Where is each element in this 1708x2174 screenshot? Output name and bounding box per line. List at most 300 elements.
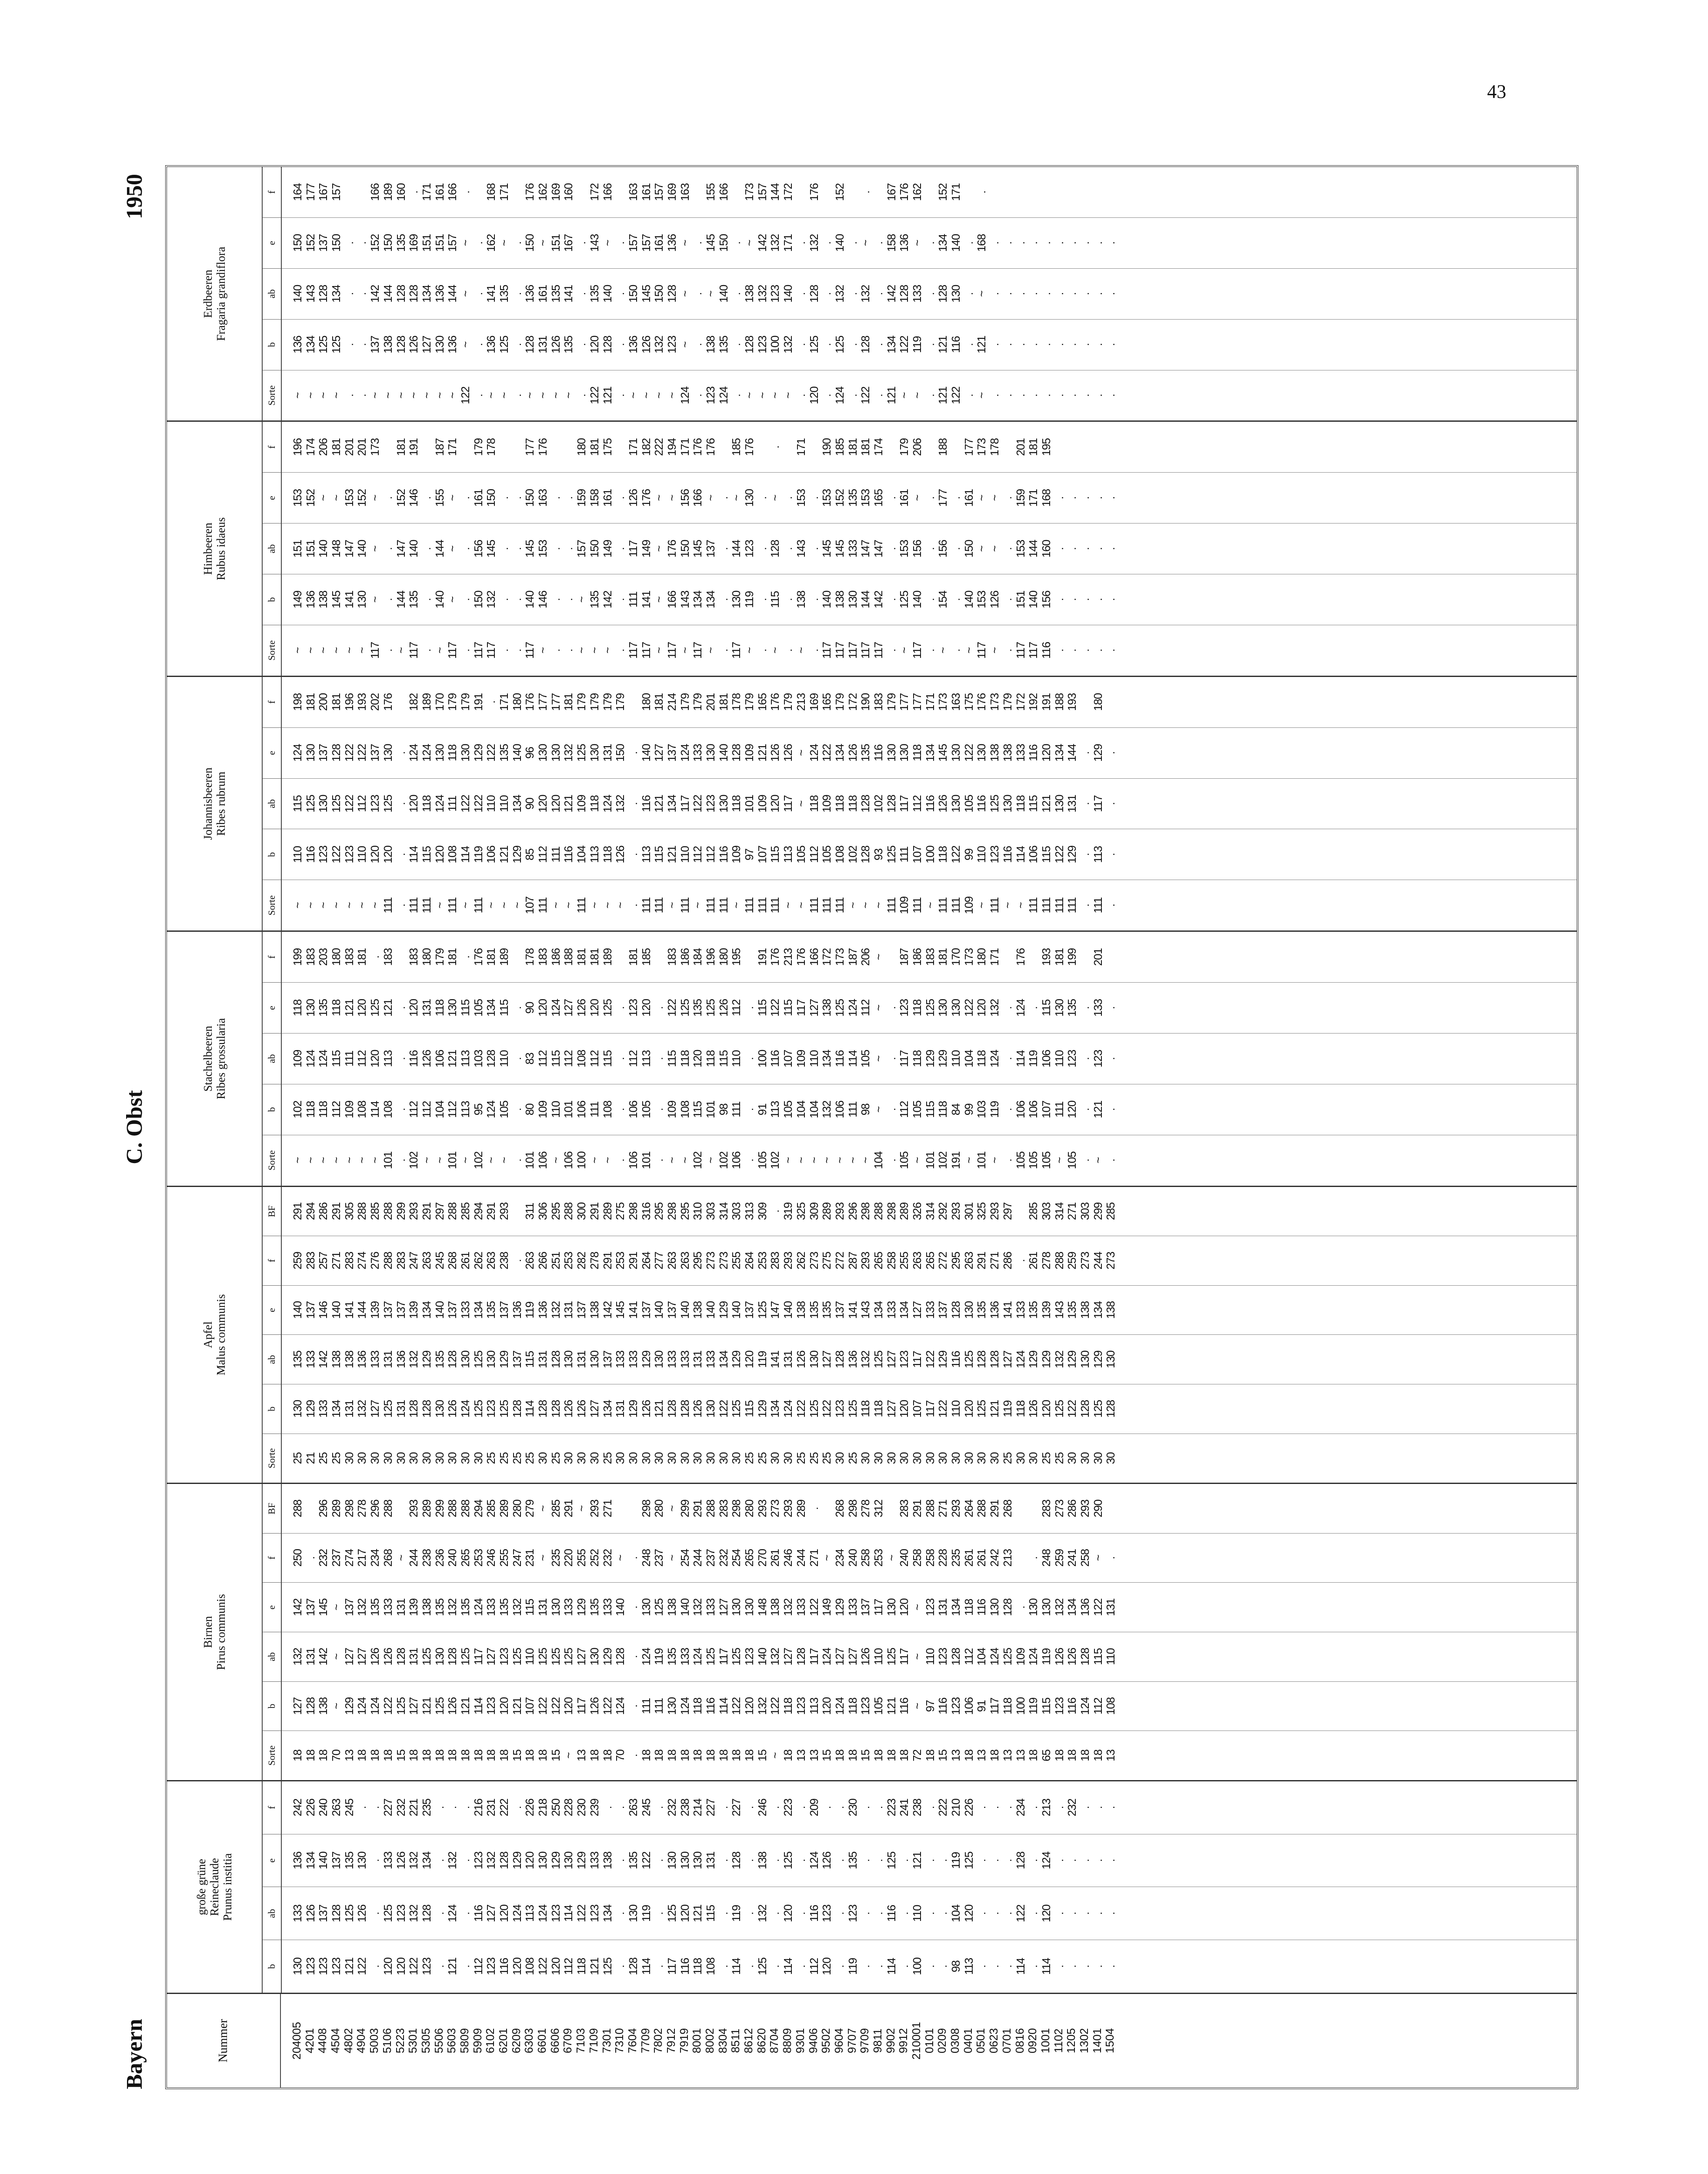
column-header: Sorte <box>263 370 281 421</box>
table-cell: 112 <box>330 1101 343 1118</box>
table-cell: 166 <box>368 183 382 201</box>
table-cell: ~ <box>368 902 382 909</box>
column-header: b <box>263 1681 281 1731</box>
table-cell: 30 <box>704 1452 717 1464</box>
table-cell: 111 <box>381 897 394 914</box>
table-cell: 132 <box>484 590 498 609</box>
table-cell: . <box>614 241 627 244</box>
table-cell: ~ <box>587 1157 601 1164</box>
table-cell: 120 <box>781 1904 795 1922</box>
table-cell: 130 <box>587 1350 601 1368</box>
table-cell: 185 <box>833 438 846 456</box>
table-cell: . <box>859 190 872 194</box>
table-cell: 258 <box>911 1549 924 1567</box>
table-cell: 116 <box>639 795 653 812</box>
table-cell: 125 <box>600 999 614 1017</box>
table-cell: 30 <box>897 1452 911 1464</box>
table-cell: 132 <box>1052 1350 1066 1368</box>
table-cell: . <box>1078 1057 1091 1060</box>
table-cell: 127 <box>884 1350 898 1368</box>
table-cell: 268 <box>1001 1500 1014 1517</box>
table-cell: 123 <box>497 1648 510 1666</box>
table-cell: 137 <box>368 336 382 353</box>
table-cell: 130 <box>433 744 446 762</box>
table-cell: 238 <box>678 1799 691 1817</box>
table-cell: . <box>652 1859 666 1862</box>
table-cell: 105 <box>859 1050 872 1068</box>
column-header: f <box>266 190 277 194</box>
table-cell: 126 <box>626 489 640 507</box>
table-cell: . <box>355 292 369 295</box>
table-cell: . <box>1001 547 1014 550</box>
table-cell: 133 <box>665 1350 678 1368</box>
table-cell: 188 <box>562 948 575 966</box>
table-cell: 128 <box>988 1350 1001 1368</box>
table-cell: 244 <box>794 1549 807 1567</box>
table-cell: 127 <box>807 999 821 1017</box>
table-cell: 252 <box>587 1549 601 1567</box>
table-cell <box>821 1484 834 1533</box>
table-cell: 115 <box>458 999 472 1017</box>
key-cell: 0701 <box>1000 2028 1013 2054</box>
table-cell: . <box>1104 1108 1118 1111</box>
table-cell: 119 <box>1027 1697 1040 1715</box>
table-cell: 124 <box>691 1648 704 1666</box>
table-cell: 30 <box>1065 1452 1079 1464</box>
table-cell: ~ <box>446 495 459 501</box>
table-cell: 176 <box>1014 948 1027 966</box>
table-cell: 297 <box>433 1202 446 1220</box>
table-cell: 112 <box>807 1958 821 1975</box>
table-cell: . <box>433 1859 446 1862</box>
table-cell: 109 <box>291 1050 304 1068</box>
table-cell: 140 <box>911 590 924 609</box>
column-header: b <box>263 1084 281 1135</box>
table-cell: 164 <box>291 183 304 201</box>
table-cell: 117 <box>846 642 859 659</box>
table-cell: 130 <box>975 744 988 762</box>
table-cell: 124 <box>407 744 420 762</box>
key-cell: 8704 <box>767 2028 781 2054</box>
table-cell: 119 <box>755 1351 769 1368</box>
table-cell: 187 <box>897 948 911 966</box>
table-cell: 172 <box>820 948 834 966</box>
key-cell: 4904 <box>354 2028 368 2054</box>
table-cell: 122 <box>1065 1400 1079 1418</box>
table-cell: 232 <box>1065 1799 1079 1817</box>
table-cell: 145 <box>936 744 950 762</box>
table-cell: . <box>1052 649 1066 652</box>
table-cell: 140 <box>678 1301 691 1319</box>
table-cell <box>872 167 885 217</box>
table-cell: 228 <box>562 1799 575 1817</box>
table-cell: 173 <box>368 438 382 456</box>
table-cell: 179 <box>433 948 446 966</box>
table-cell: 117 <box>523 642 537 659</box>
table-cell: 139 <box>407 1598 420 1616</box>
table-cell: 286 <box>1001 1252 1014 1270</box>
table-cell: 247 <box>510 1549 524 1567</box>
table-cell: 263 <box>911 1252 924 1270</box>
table-cell: ~ <box>317 392 330 399</box>
table-cell: 151 <box>433 234 446 252</box>
table-cell: 140 <box>317 1851 330 1870</box>
table-cell: 113 <box>381 1050 394 1067</box>
table-cell: 117 <box>471 642 485 659</box>
table-cell: . <box>1078 1859 1091 1862</box>
table-cell: 18 <box>871 1750 885 1761</box>
table-cell: 101 <box>381 1151 394 1169</box>
table-cell: ~ <box>988 495 1001 501</box>
table-cell: 159 <box>575 489 588 507</box>
key-cell: 9301 <box>793 2028 807 2054</box>
table-cell: 13 <box>949 1750 963 1761</box>
table-cell: ~ <box>975 392 988 399</box>
table-cell: ~ <box>988 1157 1001 1164</box>
table-cell: 276 <box>368 1252 382 1270</box>
table-cell: . <box>871 1912 885 1915</box>
table-cell <box>550 422 563 472</box>
table-cell: 124 <box>807 744 821 762</box>
table-cell: 254 <box>730 1549 743 1567</box>
table-cell: 135 <box>717 336 730 353</box>
table-cell: 117 <box>484 642 498 659</box>
table-cell: 104 <box>807 1100 821 1118</box>
table-cell <box>420 422 434 472</box>
table-cell: 122 <box>587 387 601 404</box>
table-cell: 132 <box>407 1851 420 1870</box>
table-cell: 148 <box>330 540 343 558</box>
table-cell: 134 <box>936 234 950 252</box>
table-cell: 129 <box>717 1301 730 1319</box>
table-cell: 125 <box>665 1904 678 1922</box>
column-header: e <box>263 217 281 268</box>
table-cell: 126 <box>446 1400 459 1418</box>
table-cell: 135 <box>407 590 420 609</box>
table-cell: 128 <box>420 1904 433 1922</box>
table-cell: 125 <box>652 1598 666 1616</box>
key-cell: 5003 <box>367 2028 381 2054</box>
table-cell: . <box>768 1859 782 1862</box>
table-cell: ~ <box>743 647 756 654</box>
table-cell: 133 <box>846 1598 859 1616</box>
table-cell: . <box>626 1556 640 1560</box>
table-cell: 101 <box>743 795 756 813</box>
table-cell: 132 <box>652 336 666 353</box>
table-cell: 141 <box>626 1301 640 1319</box>
table-cell: 240 <box>897 1549 911 1567</box>
table-cell: 18 <box>691 1750 704 1761</box>
table-cell: . <box>884 598 898 601</box>
table-cell: ~ <box>859 902 872 909</box>
table-cell: ~ <box>975 495 988 501</box>
table-cell: 266 <box>536 1252 550 1270</box>
table-cell: 105 <box>1039 1151 1053 1169</box>
table-cell: . <box>1078 497 1091 500</box>
table-cell: 132 <box>755 1697 769 1715</box>
table-cell: 132 <box>291 1648 304 1666</box>
table-cell: 227 <box>381 1799 394 1817</box>
table-cell: 255 <box>497 1549 510 1567</box>
table-cell: 112 <box>562 1958 575 1975</box>
table-cell: ~ <box>342 1157 356 1164</box>
table-cell: 135 <box>587 590 601 609</box>
table-cell: 118 <box>291 999 304 1017</box>
table-cell: 117 <box>1014 642 1027 659</box>
table-cell: 126 <box>820 1851 834 1870</box>
table-cell: 244 <box>1091 1252 1104 1270</box>
table-cell: ~ <box>897 392 911 399</box>
group-body <box>282 1781 1577 1993</box>
table-cell: 115 <box>1039 846 1053 863</box>
table-cell: 130 <box>549 744 562 762</box>
table-cell: 111 <box>446 796 459 812</box>
table-cell: . <box>433 1965 446 1968</box>
table-cell: . <box>691 241 704 244</box>
table-cell: . <box>1001 1159 1014 1162</box>
table-cell: 176 <box>794 948 807 966</box>
table-cell: 115 <box>923 1101 937 1118</box>
table-cell: 131 <box>614 1400 627 1418</box>
table-cell: 30 <box>975 1452 988 1464</box>
table-cell: 293 <box>781 1500 795 1517</box>
table-cell: 137 <box>833 1301 846 1319</box>
table-cell: 151 <box>1014 590 1027 609</box>
group-apfel <box>167 1186 1577 1483</box>
table-cell: 120 <box>536 795 550 813</box>
table-cell: 122 <box>807 1598 821 1616</box>
table-cell: 107 <box>911 1400 924 1418</box>
table-cell: 108 <box>678 1100 691 1118</box>
table-cell: 285 <box>458 1202 472 1220</box>
table-cell: 127 <box>291 1697 304 1715</box>
table-cell: 107 <box>911 846 924 864</box>
table-cell: 123 <box>846 1904 859 1922</box>
table-cell: 18 <box>458 1750 472 1761</box>
table-cell: 273 <box>1078 1252 1091 1270</box>
table-cell: 111 <box>678 897 691 914</box>
table-cell: . <box>1052 497 1066 500</box>
table-cell: 172 <box>1014 693 1027 711</box>
table-cell: . <box>859 1965 872 1968</box>
table-cell: 102 <box>717 1151 730 1169</box>
table-cell: ~ <box>549 392 562 399</box>
table-cell: 283 <box>1039 1500 1053 1517</box>
table-cell: 125 <box>923 999 937 1017</box>
table-cell: . <box>846 394 859 397</box>
table-cell: 102 <box>407 1151 420 1169</box>
key-cell: 8620 <box>754 2028 768 2054</box>
table-cell: 113 <box>458 1101 472 1118</box>
table-cell: 120 <box>962 1904 975 1922</box>
table-cell: . <box>1104 598 1118 601</box>
key-cell: 7604 <box>625 2028 639 2054</box>
table-cell: 130 <box>1001 795 1014 813</box>
table-cell: 183 <box>304 948 317 966</box>
table-cell: 122 <box>575 1904 588 1922</box>
table-cell: 173 <box>975 438 988 456</box>
table-cell: 125 <box>884 846 898 864</box>
group-stachelbeeren <box>167 930 1577 1185</box>
table-cell: . <box>923 394 937 397</box>
table-cell: 130 <box>717 795 730 813</box>
table-cell: . <box>1078 1006 1091 1010</box>
table-cell: 145 <box>820 540 834 558</box>
column-header: ab <box>263 1033 281 1084</box>
table-cell: . <box>510 343 524 346</box>
table-cell: 283 <box>717 1500 730 1517</box>
table-cell: 309 <box>755 1202 769 1220</box>
table-cell: 151 <box>420 234 433 252</box>
table-cell: 112 <box>536 846 550 863</box>
table-cell: 109 <box>342 1100 356 1118</box>
table-cell: 141 <box>342 1301 356 1319</box>
column-header: f <box>266 445 277 449</box>
table-cell: 18 <box>846 1750 859 1761</box>
table-cell: 171 <box>497 183 510 201</box>
table-cell: 147 <box>859 540 872 558</box>
table-cell: 247 <box>407 1252 420 1270</box>
table-cell: 118 <box>846 795 859 812</box>
table-cell: 100 <box>923 846 937 864</box>
table-cell: 115 <box>420 846 433 863</box>
table-cell: 133 <box>911 285 924 303</box>
table-cell: 134 <box>704 590 717 609</box>
table-cell: ~ <box>704 290 717 297</box>
table-cell: 128 <box>420 1400 433 1418</box>
table-cell: 129 <box>626 1400 640 1418</box>
table-cell: 127 <box>717 1598 730 1616</box>
table-cell: 314 <box>1052 1202 1066 1220</box>
table-cell: 115 <box>549 1050 562 1067</box>
table-cell: 135 <box>497 1598 510 1616</box>
table-cell: 122 <box>639 1851 653 1870</box>
table-cell: ~ <box>652 647 666 654</box>
table-cell: ~ <box>871 1004 885 1011</box>
table-cell: 30 <box>446 1452 459 1464</box>
table-cell: 135 <box>342 1851 356 1870</box>
table-cell: . <box>381 547 394 550</box>
table-cell: . <box>368 1965 382 1968</box>
table-cell: . <box>820 343 834 346</box>
table-cell: . <box>510 1006 524 1010</box>
table-cell: . <box>949 598 963 601</box>
table-cell: 319 <box>781 1202 795 1220</box>
table-cell: . <box>820 394 834 397</box>
table-cell: 116 <box>897 1697 911 1715</box>
table-cell: 135 <box>433 1350 446 1368</box>
table-cell: 105 <box>471 999 485 1017</box>
table-cell: 171 <box>446 438 459 456</box>
table-cell: 122 <box>407 1957 420 1975</box>
key-cell: 7709 <box>638 2028 652 2054</box>
table-cell: 179 <box>678 693 691 711</box>
table-cell: 125 <box>497 1400 510 1418</box>
column-header: e <box>263 1582 281 1632</box>
table-cell: 135 <box>587 1598 601 1616</box>
table-cell: . <box>1052 1912 1066 1915</box>
table-cell: 138 <box>833 590 846 609</box>
table-cell: . <box>807 649 821 652</box>
table-cell: 126 <box>1065 1648 1079 1666</box>
table-cell: . <box>755 497 769 500</box>
table-cell: 120 <box>1039 744 1053 762</box>
table-cell: 135 <box>975 1301 988 1319</box>
table-cell: 289 <box>330 1500 343 1517</box>
table-cell: . <box>562 547 575 550</box>
table-cell: 118 <box>807 795 821 812</box>
table-cell: ~ <box>523 392 537 399</box>
column-header: f <box>266 700 277 704</box>
table-cell: 117 <box>575 1697 588 1715</box>
table-cell: 30 <box>1091 1452 1104 1464</box>
table-cell: . <box>1078 1965 1091 1968</box>
table-cell: ~ <box>781 392 795 399</box>
table-cell: 306 <box>536 1202 550 1220</box>
table-cell: 153 <box>820 489 834 507</box>
table-cell: 111 <box>1052 1101 1066 1118</box>
table-cell: 180 <box>510 693 524 711</box>
table-cell: . <box>614 343 627 346</box>
table-cell: 25 <box>330 1452 343 1464</box>
group-body <box>282 1484 1577 1780</box>
column-header: b <box>263 574 281 625</box>
table-cell: . <box>871 394 885 397</box>
table-cell: . <box>394 802 407 805</box>
table-cell: 132 <box>833 285 846 303</box>
table-cell: ~ <box>317 495 330 501</box>
column-header: BF <box>266 1205 277 1217</box>
table-cell <box>730 167 743 217</box>
table-cell: . <box>949 547 963 550</box>
table-cell: 123 <box>897 999 911 1017</box>
table-cell: 258 <box>923 1549 937 1567</box>
table-cell: 30 <box>587 1452 601 1464</box>
table-cell: 111 <box>846 1101 859 1118</box>
table-cell: 120 <box>768 795 782 813</box>
table-cell: 125 <box>755 1957 769 1975</box>
table-cell: 291 <box>600 1252 614 1270</box>
table-cell: 172 <box>587 183 601 201</box>
table-cell: 173 <box>988 693 1001 711</box>
table-cell: 138 <box>1104 1301 1118 1319</box>
table-cell: 125 <box>807 336 821 353</box>
table-cell: . <box>1065 1912 1079 1915</box>
table-cell: 259 <box>1065 1252 1079 1270</box>
table-cell: 118 <box>691 1697 704 1715</box>
table-cell: 120 <box>368 846 382 864</box>
table-cell: 18 <box>639 1750 653 1761</box>
table-cell: 105 <box>820 846 834 864</box>
table-cell: ~ <box>846 902 859 909</box>
column-header: b <box>263 829 281 880</box>
key-cell: 5223 <box>393 2028 407 2054</box>
table-cell: . <box>1078 649 1091 652</box>
table-cell: 128 <box>833 1350 846 1368</box>
table-cell: 105 <box>871 1697 885 1715</box>
table-cell: 234 <box>833 1549 846 1567</box>
table-cell: 303 <box>730 1202 743 1220</box>
table-cell: 113 <box>458 1050 472 1067</box>
table-cell <box>1040 167 1053 217</box>
table-cell <box>459 422 472 472</box>
table-cell: . <box>1091 497 1104 500</box>
table-cell: 123 <box>317 846 330 864</box>
table-cell: . <box>1001 1965 1014 1968</box>
table-cell: 131 <box>394 1400 407 1418</box>
table-cell: 119 <box>988 1101 1001 1118</box>
table-cell <box>614 932 627 982</box>
